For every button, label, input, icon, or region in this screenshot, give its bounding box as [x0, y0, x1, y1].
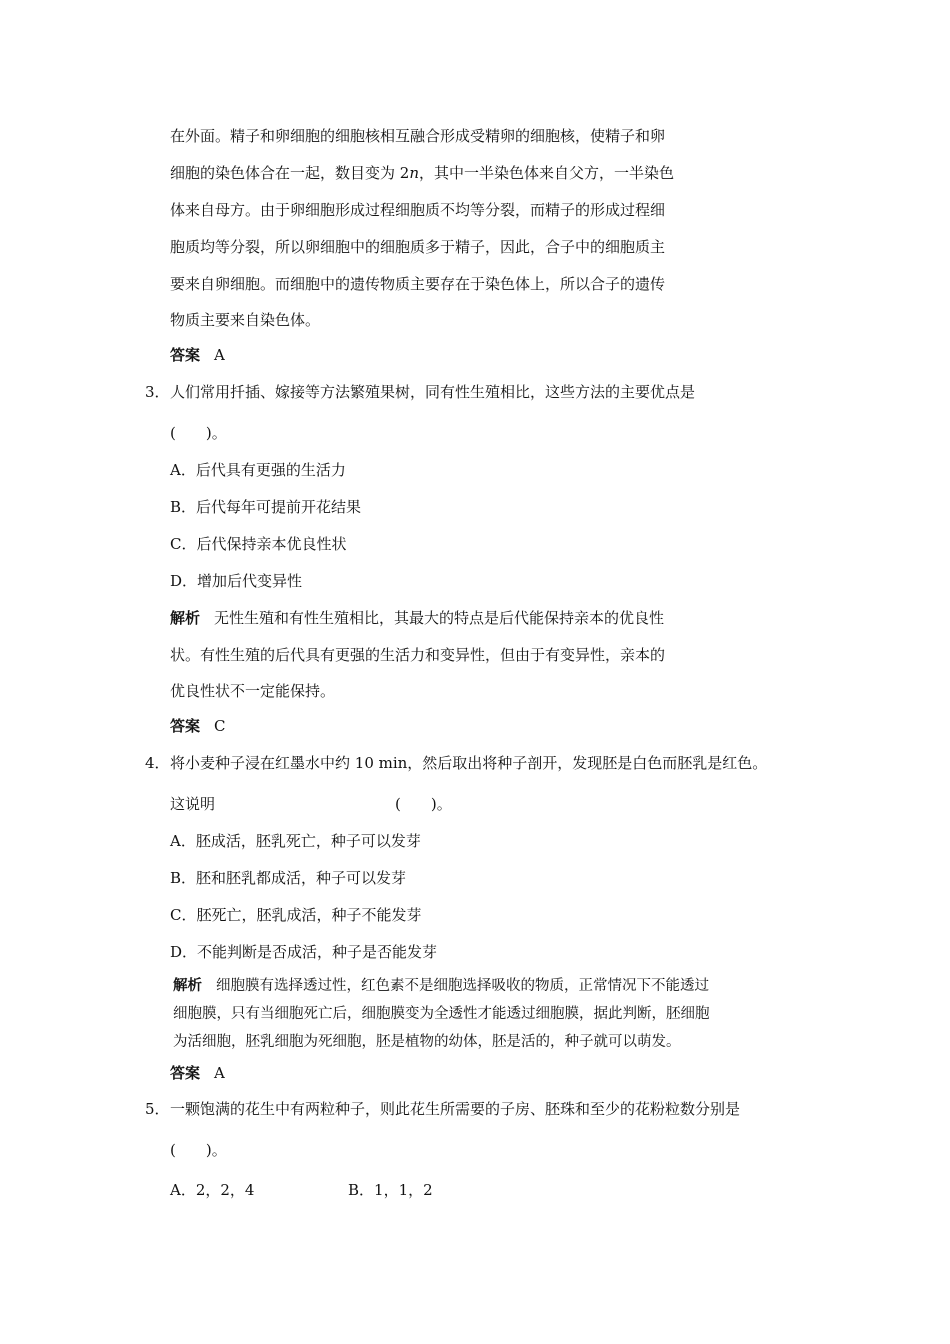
q4-option-d: D．不能判断是否成活，种子是否能发芽: [170, 943, 438, 961]
q5-bracket: ( )。: [170, 1141, 227, 1159]
q3-option-d: D．增加后代变异性: [170, 572, 303, 590]
q4-answer: [170, 1063, 225, 1083]
q2-analysis-line-2-italic: n: [409, 164, 419, 182]
q4-analysis-line-1: [173, 976, 709, 996]
q4-answer-value: A: [214, 1064, 225, 1082]
q2-analysis-line-3: 体来自母方。由于卵细胞形成过程细胞质不均等分裂，而精子的形成过程细: [170, 201, 666, 219]
q3-answer-label: 答案: [170, 717, 201, 735]
q2-answer-value: A: [214, 346, 225, 364]
q3-analysis-line-3: 优良性状不一定能保持。: [170, 682, 336, 700]
q4-analysis-line-2: 细胞膜，只有当细胞死亡后，细胞膜变为全透性才能透过细胞膜，据此判断，胚细胞: [173, 1006, 710, 1022]
q3-analysis-label: 解析: [170, 609, 201, 627]
q4-option-b: B．胚和胚乳都成活，种子可以发芽: [170, 869, 407, 887]
q2-analysis-line-5: 要来自卵细胞。而细胞中的遗传物质主要存在于染色体上，所以合子的遗传: [170, 275, 666, 293]
q5-option-b: B．1，1，2: [348, 1181, 433, 1199]
q2-analysis-line-2-pre: 细胞的染色体合在一起，数目变为 2: [170, 164, 410, 182]
q4-analysis-label: 解析: [173, 977, 202, 994]
q4-bracket: ( )。: [395, 795, 452, 813]
q3-bracket: ( )。: [170, 424, 227, 442]
q3-answer: [170, 716, 226, 736]
q3-option-b: B．后代每年可提前开花结果: [170, 498, 362, 516]
q4-answer-label: 答案: [170, 1064, 201, 1082]
q3-option-c: C．后代保持亲本优良性状: [170, 535, 347, 553]
q2-analysis-line-1: 在外面。精子和卵细胞的细胞核相互融合形成受精卵的细胞核，使精子和卵: [170, 127, 666, 145]
q3-stem: 人们常用扦插、嫁接等方法繁殖果树，同有性生殖相比，这些方法的主要优点是: [170, 383, 696, 401]
q4-option-a: A．胚成活，胚乳死亡，种子可以发芽: [170, 832, 421, 850]
q2-answer: [170, 345, 225, 365]
q4-analysis-line-3: 为活细胞，胚乳细胞为死细胞，胚是植物的幼体，胚是活的，种子就可以萌发。: [173, 1034, 681, 1050]
q2-analysis-line-4: 胞质均等分裂，所以卵细胞中的细胞质多于精子，因此，合子中的细胞质主: [170, 238, 666, 256]
q4-number: 4．: [145, 754, 170, 772]
q5-stem: 一颗饱满的花生中有两粒种子，则此花生所需要的子房、胚珠和至少的花粉粒数分别是: [170, 1100, 741, 1118]
q2-answer-label: 答案: [170, 346, 201, 364]
q2-analysis-line-6: 物质主要来自染色体。: [170, 311, 321, 329]
q3-answer-value: C: [214, 717, 226, 735]
q5-number: 5．: [145, 1100, 170, 1118]
q4-option-c: C．胚死亡，胚乳成活，种子不能发芽: [170, 906, 422, 924]
q3-option-a: A．后代具有更强的生活力: [170, 461, 346, 479]
q3-analysis-line-2: 状。有性生殖的后代具有更强的生活力和变异性，但由于有变异性，亲本的: [170, 646, 666, 664]
q4-analysis-text-1: 细胞膜有选择透过性，红色素不是细胞选择吸收的物质，正常情况下不能透过: [216, 978, 709, 994]
q5-option-a: A．2，2，4: [170, 1181, 255, 1199]
q3-number: 3．: [145, 383, 170, 401]
q3-analysis-line-1: [170, 608, 664, 628]
q4-stem-2: 这说明: [170, 795, 216, 813]
q4-stem: 将小麦种子浸在红墨水中约 10 min，然后取出将种子剖开，发现胚是白色而胚乳是红色。: [170, 754, 768, 772]
q3-analysis-text-1: 无性生殖和有性生殖相比，其最大的特点是后代能保持亲本的优良性: [214, 609, 665, 627]
q2-analysis-line-2-post: ，其中一半染色体来自父方，一半染色: [419, 164, 675, 182]
q2-analysis-line-2: [170, 163, 674, 183]
